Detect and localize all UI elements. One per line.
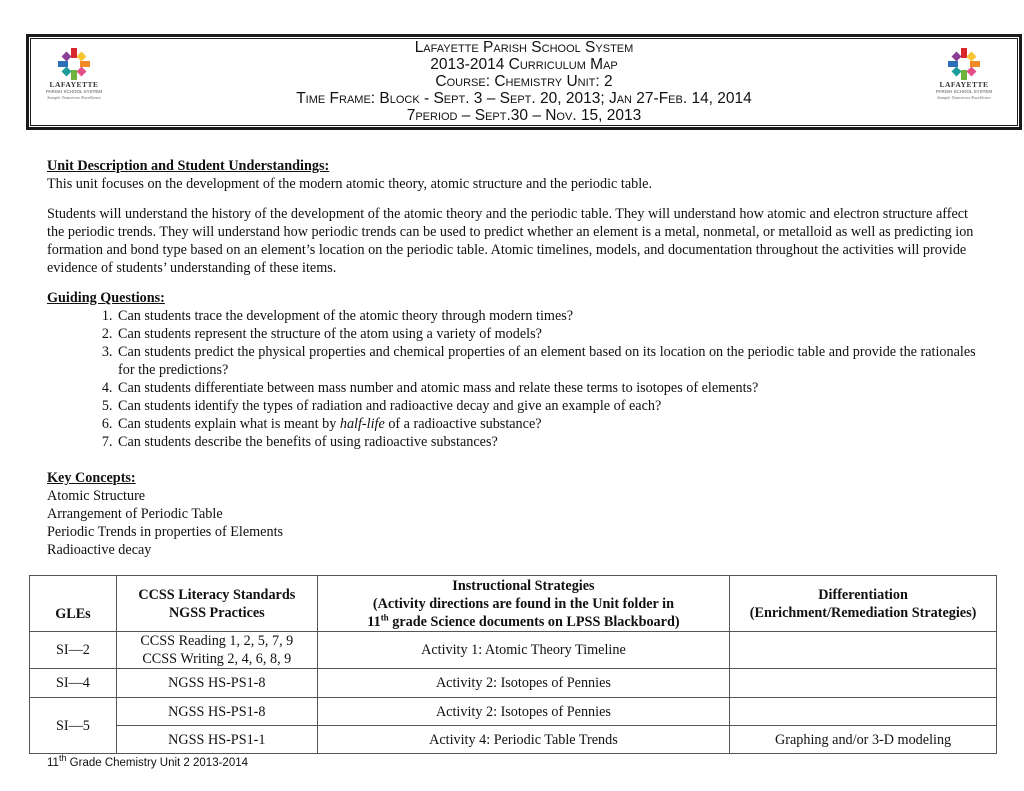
logo-subtitle: PARISH SCHOOL SYSTEM [935,89,993,94]
table-row [30,669,997,698]
header-line-timeframe: Time Frame: Block - Sept. 3 – Sept. 20, 2013; Jan 27-Feb. 14, 2014 [296,90,752,107]
cell-gle: SI—2 [30,632,117,669]
footer-grade-number: 11 [47,757,59,769]
header-inst-line3-pre: 11 [367,613,381,630]
header-ccss-line1: CCSS Literacy Standards [138,586,296,603]
key-concept-item: Periodic Trends in properties of Elements [47,524,284,540]
list-item: 3. Can students predict the physical properties and chemical properties of an element based on its location on the periodic table and provide the rationales for the predictions? [116,343,987,379]
header-ccss-line2: NGSS Practices [168,604,265,621]
header-inst-line3-sup: th [380,611,389,622]
cell-instructional: Activity 2: Isotopes of Pennies [317,698,729,726]
header-inst-line3-post: grade Science documents on LPSS Blackboard) [388,613,680,630]
header-gles [30,576,117,632]
cell-gle: SI—4 [30,669,117,698]
header-inst-line2: (Activity directions are found in the Unit folder in [372,595,674,612]
cell-differentiation [730,632,997,669]
list-item: 7. Can students describe the benefits of using radioactive substances? [116,433,987,451]
table-header-row [30,576,997,632]
header-diff-line2: (Enrichment/Remediation Strategies) [749,604,977,621]
key-concept-item: Radioactive decay [47,542,152,558]
key-concepts-heading: Key Concepts: [47,470,136,486]
list-item: 4. Can students differentiate between mass number and atomic mass and relate these terms to isotopes of elements? [116,379,987,397]
main-content [47,157,987,559]
header-diff-line1: Differentiation [818,586,908,603]
lafayette-logo-icon [947,47,981,81]
logo-tagline: Sample Tomorrow Excellence [47,95,101,100]
page-footer [47,753,249,769]
footer-grade-suffix: th [58,753,67,764]
header-inst-line1: Instructional Strategies [452,577,595,594]
table-row [30,698,997,726]
guiding-questions-list [97,307,987,451]
logo-right [929,47,999,113]
header-line-period: 7period – Sept.30 – Nov. 15, 2013 [406,107,642,124]
table-row [30,632,997,669]
list-item: 2. Can students represent the structure of the atom using a variety of models? [116,325,987,343]
guiding-questions-heading: Guiding Questions: [47,290,165,306]
logo-name: LAFAYETTE [939,80,989,89]
lafayette-logo-icon [57,47,91,81]
cell-gle: SI—5 [30,698,117,754]
list-item: 1. Can students trace the development of the atomic theory through modern times? [116,307,987,325]
unit-description-heading: Unit Description and Student Understandings: [47,158,330,174]
header-gles-label: GLEs [55,606,91,622]
cell-differentiation [730,669,997,698]
footer-text: Grade Chemistry Unit 2 2013-2014 [66,757,249,769]
cell-ccss: NGSS HS-PS1-8 [116,669,317,698]
header-inst-line3 [322,613,725,631]
logo-name: LAFAYETTE [49,80,99,89]
cell-ccss-reading: CCSS Reading 1, 2, 5, 7, 9 [140,633,294,649]
unit-description-body: Students will understand the history of the development of the atomic theory and the periodic table. They will understand how atomic and electron structure affect the periodic trends. They will understand how periodic trends can be used to predict whether an element is a metal, nonmetal, or metalloid as well as predicting ion formation and bond type based on an element’s location on the periodic table. Atomic timelines, models, and documentation throughout the activities will provide evidence of students’ understanding of these items. [47,206,974,276]
logo-left [39,47,109,113]
cell-instructional: Activity 1: Atomic Theory Timeline [317,632,729,669]
cell-differentiation [730,698,997,726]
header-line-course: Course: Chemistry Unit: 2 [435,73,613,90]
logo-tagline: Sample Tomorrow Excellence [937,95,991,100]
logo-subtitle: PARISH SCHOOL SYSTEM [45,89,103,94]
key-concept-item: Arrangement of Periodic Table [47,506,223,522]
cell-ccss: NGSS HS-PS1-8 [116,698,317,726]
question-text: Can students explain what is meant by [118,416,340,432]
half-life-emphasis: half-life [339,416,385,432]
cell-ccss [116,632,317,669]
question-suffix: of a radioactive substance? [384,416,542,432]
cell-differentiation: Graphing and/or 3-D modeling [730,726,997,754]
header-differentiation [730,576,997,632]
key-concept-item: Atomic Structure [47,488,146,504]
unit-description-intro: This unit focuses on the development of the modern atomic theory, atomic structure and the periodic table. [47,176,653,192]
header-title-block [29,39,1019,124]
header-ccss [116,576,317,632]
header-line-district: Lafayette Parish School System [414,39,634,56]
curriculum-table [29,575,997,754]
cell-ccss-writing: CCSS Writing 2, 4, 6, 8, 9 [142,651,292,667]
cell-instructional: Activity 2: Isotopes of Pennies [317,669,729,698]
cell-ccss: NGSS HS-PS1-1 [116,726,317,754]
header-instructional-strategies [317,576,729,632]
list-item: 5. Can students identify the types of radiation and radioactive decay and give an example of each? [116,397,987,415]
table-row [30,726,997,754]
header-line-curriculum: 2013-2014 Curriculum Map [430,56,618,73]
header-box [26,34,1022,130]
cell-instructional: Activity 4: Periodic Table Trends [317,726,729,754]
list-item [116,415,987,433]
